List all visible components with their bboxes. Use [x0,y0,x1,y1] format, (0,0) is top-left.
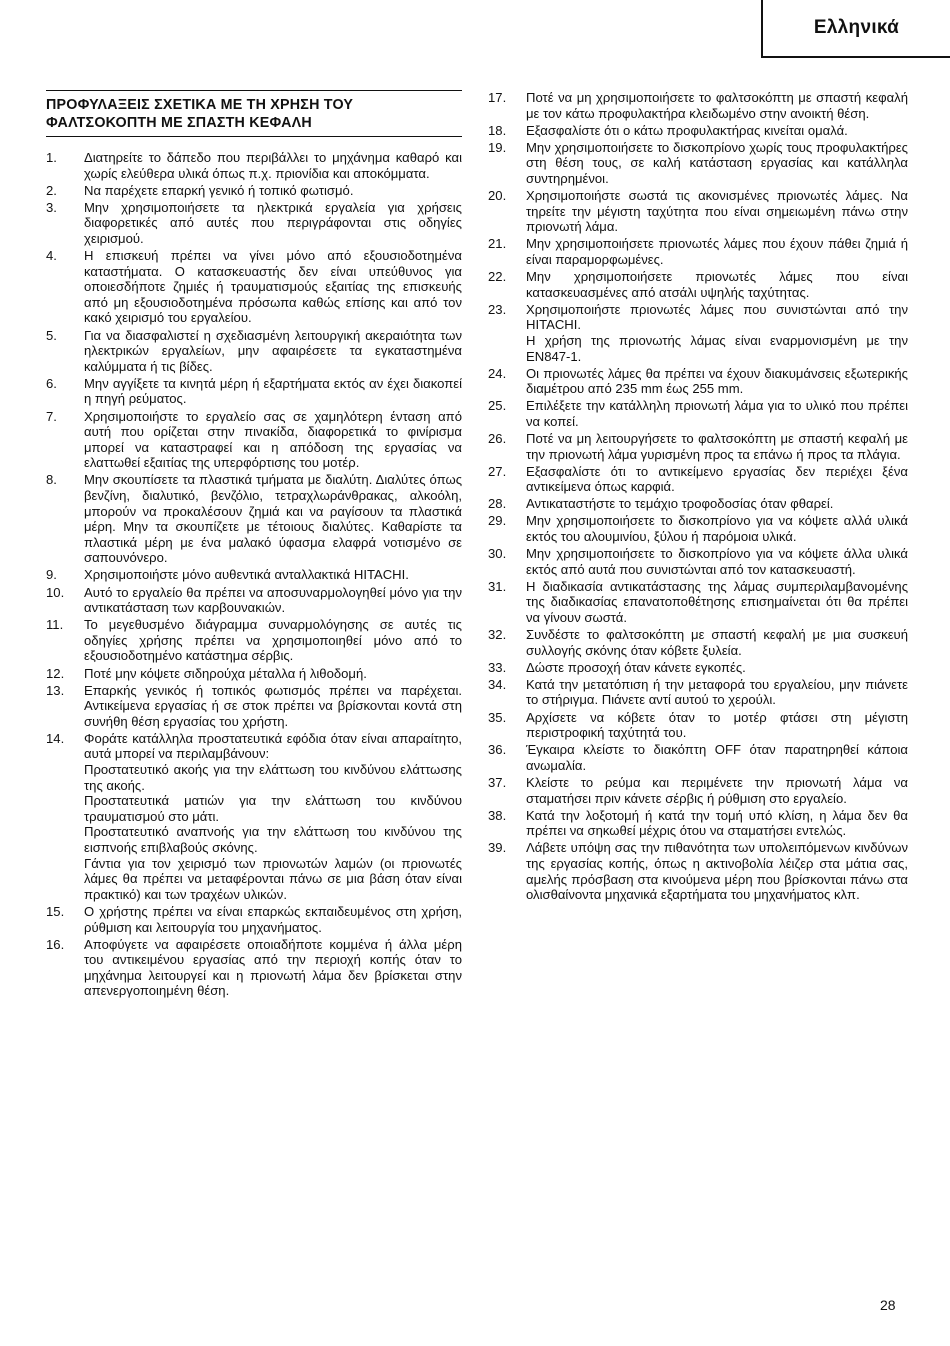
list-item [46,683,462,730]
list-item [488,677,908,708]
list-item [46,617,462,664]
item-text: Επαρκής γενικός ή τοπικός φωτισμός πρέπει να παρέχεται. Αντικείμενα εργασίας ή σε στοκ πρέπει να βρίσκονται κοντά στη συνήθη θέση εργασίας του χρήστη. [84,682,462,729]
item-number: 1. [46,150,57,165]
precautions-list-left [46,150,462,1000]
item-number: 21. [488,236,507,252]
item-text: Μην σκουπίσετε τα πλαστικά τμήματα με διαλύτη. Διαλύτες όπως βενζίνη, διαλυτικό, βενζόλιο, τετραχλωράνθρακας, αλκοόλη, μπορούν να προκαλέσουν ζημιά και να ραγίσουν τα πλαστικά μέρη. Μην τα σκουπίζετε με τέτοιους διαλύτες. Καθαρίστε τα πλαστικά μέρη με ένα μαλακό ύφασμα ελαφρά νοτισμένο σε σαπουνόνερο. [84,472,462,566]
item-number: 26. [488,430,507,446]
item-number: 17. [488,90,507,105]
item-text: Έγκαιρα κλείστε το διακόπτη OFF όταν παρατηρηθεί κάποια ανωμαλία. [526,742,908,773]
list-item [488,513,908,544]
item-number: 32. [488,627,507,643]
item-text: Μην χρησιμοποιήσετε τα ηλεκτρικά εργαλεία για χρήσεις διαφορετικές από αυτές που περιγράφονται στις οδηγίες χειρισμού. [84,199,462,246]
item-text: Χρησιμοποιήστε το εργαλείο σας σε χαμηλότερη ένταση από αυτή που ορίζεται στην πινακίδα, διαφορετικά το φινίρισμα μπορεί να καταστραφεί και η απόδοση της εργασίας να ελαττωθεί εξαιτίας της υπερφόρτισης του μοτέρ. [84,408,462,471]
item-number: 9. [46,567,57,583]
list-item [488,431,908,462]
item-text: Κλείστε το ρεύμα και περιμένετε την πριονωτή λάμα να σταματήσει πριν κάνετε σέρβις ή ρύθμιση στο εργαλείο. [526,774,908,806]
list-item [46,150,462,181]
item-text: Χρησιμοποιήστε σωστά τις ακονισμένες πριονωτές λάμες. Να τηρείτε την μέγιστη ταχύτητα που είναι σημειωμένη πάνω στην πριονωτή λάμα. [526,188,908,235]
item-text: Ο χρήστης πρέπει να είναι επαρκώς εκπαιδευμένος στη χρήση, ρύθμιση και λειτουργία του μηχανήματος. [84,903,462,935]
list-item [46,376,462,407]
item-number: 27. [488,463,507,479]
item-text: Ποτέ να μη χρησιμοποιήσετε το φαλτσοκόπτη με σπαστή κεφαλή με τον κάτω προφυλακτήρα κλειδωμένο στην ανοικτή θέση. [526,90,908,121]
item-text: Μην χρησιμοποιήσετε το δισκοπρίονο χωρίς τους προφυλακτήρες στη θέση τους, σε καλή κατάσταση εργασίας και κατάλληλα συντηρημένοι. [526,139,908,186]
list-item [46,248,462,326]
list-item [488,579,908,626]
item-text: Φοράτε κατάλληλα προστατευτικά εφόδια όταν είναι απαραίτητο, αυτά μπορεί να περιλαμβάνουν: Προστατευτικό ακοής για την ελάττωση του κινδύνου ελάττωσης της ακοής. Προστατευτικά ματιών για την ελάττωση του κινδύνου τραυματισμού στο μάτι. Προστατευτικό αναπνοής για την ελάττωση του κινδύνου της εισπνοής επιβλαβούς σκόνης. Γάντια για τον χειρισμό των πριονωτών λαμών (οι πριονωτές λάμες θα πρέπει να μεταφέρονται πάνω σε μια βάση όταν είναι πρακτικό) και των τραχέων υλικών. [84,730,462,902]
item-text: Μην χρησιμοποιήσετε πριονωτές λάμες που έχουν πάθει ζημιά ή είναι παραμορφωμένες. [526,236,908,267]
list-item [488,742,908,773]
language-label: Ελληνικά [813,17,900,38]
list-item [46,472,462,566]
list-item [488,302,908,364]
item-number: 3. [46,199,57,215]
item-number: 7. [46,408,57,424]
item-number: 38. [488,807,507,823]
item-text: Κατά την μετατόπιση ή την μεταφορά του εργαλείου, μην πιάνετε το στήριγμα. Πιάνετε αντί αυτού το χερούλι. [526,676,908,708]
list-item [46,731,462,903]
item-number: 25. [488,398,507,414]
item-text: Λάβετε υπόψη σας την πιθανότητα των υπολειπόμενων κινδύνων της εργασίας κοπής, όπως η ακτινοβολία λέιζερ στα μάτια σας, αμελής πρόσβαση στα κινούμενα μέρη που βρίσκονται πάνω στα ολισθαίνοντα μηχανικά εξαρτήματα του μηχανήματος κλπ. [526,840,908,903]
list-item [488,90,908,121]
item-text: Αντικαταστήστε το τεμάχιο τροφοδοσίας όταν φθαρεί. [526,496,834,512]
item-number: 35. [488,709,507,725]
item-text: Η διαδικασία αντικατάστασης της λάμας συμπεριλαμβανομένης της διαδικασίας επανατοποθέτησης επισημαίνεται ότι θα πρέπει να γίνουν σωστά. [526,578,908,625]
item-number: 13. [46,682,65,698]
item-number: 33. [488,659,507,675]
item-text: Μην αγγίξετε τα κινητά μέρη ή εξαρτήματα εκτός αν έχει διακοπεί η πηγή ρεύματος. [84,375,462,407]
list-item [488,710,908,741]
list-item [46,567,462,583]
item-number: 10. [46,584,65,600]
item-text: Χρησιμοποιήστε μόνο αυθεντικά ανταλλακτικά HITACHI. [84,567,409,583]
list-item [46,328,462,375]
item-number: 24. [488,365,507,381]
language-tab [761,0,950,58]
list-item [46,585,462,616]
item-text: Επιλέξετε την κατάλληλη πριονωτή λάμα για το υλικό που πρέπει να κοπεί. [526,398,908,429]
list-item [488,496,908,512]
item-text: Εξασφαλίστε ότι το αντικείμενο εργασίας δεν περιέχει ξένα αντικείμενα όπως καρφιά. [526,463,908,495]
item-number: 36. [488,742,507,758]
item-number: 28. [488,496,507,512]
item-number: 37. [488,774,507,790]
item-number: 39. [488,840,507,856]
list-item [488,123,908,139]
list-item [46,183,462,199]
item-number: 8. [46,472,57,488]
item-text: Μην χρησιμοποιήσετε το δισκοπρίονο για να κόψετε άλλα υλικά εκτός από αυτά που συνιστώνται από τον κατασκευαστή. [526,546,908,577]
page-number: 28 [880,1297,896,1313]
list-item [488,840,908,902]
list-item [488,188,908,235]
list-item [488,627,908,658]
item-number: 29. [488,513,507,529]
precautions-list-right [488,90,908,904]
item-text: Αυτό το εργαλείο θα πρέπει να αποσυναρμολογηθεί μόνο για την αντικατάσταση των καρβουνακιών. [84,584,462,616]
list-item [488,140,908,187]
item-text: Η επισκευή πρέπει να γίνει μόνο από εξουσιοδοτημένα καταστήματα. Ο κατασκευαστής δεν είναι υπεύθυνος για οποιεσδήποτε ζημιές ή τραυματισμούς εξαιτίας της επισκευής από μη εξουσιοδοτημένα πρόσωπα καθώς επίσης και από τον κακό χειρισμό του εργαλείου. [84,248,462,326]
item-text: Για να διασφαλιστεί η σχεδιασμένη λειτουργική ακεραιότητα των ηλεκτρικών εργαλείων, μην αφαιρέσετε τα εγκαταστημένα καλύμματα ή τις βίδες. [84,327,462,374]
item-text: Μην χρησιμοποιήσετε το δισκοπρίονο για να κόψετε αλλά υλικά εκτός του αλουμινίου, ξύλου ή παρόμοια υλικά. [526,513,908,545]
item-text: Χρησιμοποιήστε πριονωτές λάμες που συνιστώνται από την HITACHI. Η χρήση της πριονωτής λάμας είναι εναρμονισμένη με την EN847-1. [526,301,908,364]
item-number: 15. [46,903,65,919]
list-item [488,464,908,495]
item-text: Κατά την λοξοτομή ή κατά την τομή υπό κλίση, η λάμα δεν θα πρέπει να σηκωθεί μέχρις ότου να σταματήσει εντελώς. [526,807,908,839]
item-number: 23. [488,301,507,317]
item-number: 12. [46,665,65,681]
item-text: Διατηρείτε το δάπεδο που περιβάλλει το μηχάνημα καθαρό και χωρίς ελεύθερα υλικά όπως π.χ. πριονίδια και αποκόμματα. [84,150,462,181]
item-text: Οι πριονωτές λάμες θα πρέπει να έχουν διακυμάνσεις εξωτερικής διαμέτρου από 235 mm έως 255 mm. [526,365,908,397]
section-heading: ΠΡΟΦΥΛΑΞΕΙΣ ΣΧΕΤΙΚΑ ΜΕ ΤΗ ΧΡΗΣΗ ΤΟΥ ΦΑΛΤΣΟΚΟΠΤΗ ΜΕ ΣΠΑΣΤΗ ΚΕΦΑΛΗ [46,90,462,137]
item-number: 16. [46,936,65,952]
item-text: Αρχίσετε να κόβετε όταν το μοτέρ φτάσει στη μέγιστη περιστροφική ταχύτητά του. [526,709,908,741]
list-item [488,775,908,806]
item-text: Να παρέχετε επαρκή γενικό ή τοπικό φωτισμό. [84,182,354,198]
list-item [488,366,908,397]
item-text: Αποφύγετε να αφαιρέσετε οποιαδήποτε κομμένα ή άλλα μέρη του αντικειμένου εργασίας από την περιοχή κοπής όταν το μηχάνημα λειτουργεί και η πριονωτή λάμα δεν βρίσκεται στην απενεργοποιημένη θέση. [84,936,462,999]
list-item [488,808,908,839]
item-text: Συνδέστε το φαλτσοκόπτη με σπαστή κεφαλή με μια συσκευή συλλογής σκόνης όταν κόβετε ξυλεία. [526,627,908,658]
item-number: 31. [488,578,507,594]
item-text: Ποτέ να μη λειτουργήσετε το φαλτσοκόπτη με σπαστή κεφαλή με την πριονωτή λάμα γυρισμένη προς τα επάνω ή προς τα πλάγια. [526,430,908,462]
item-text: Εξασφαλίστε ότι ο κάτω προφυλακτήρας κινείται ομαλά. [526,122,848,138]
item-number: 14. [46,730,65,746]
item-number: 2. [46,182,57,198]
item-text: Ποτέ μην κόψετε σιδηρούχα μέταλλα ή λιθοδομή. [84,665,367,681]
list-item [46,409,462,471]
item-text: Μην χρησιμοποιήσετε πριονωτές λάμες που είναι κατασκευασμένες από ατσάλι υψηλής ταχύτητας. [526,269,908,300]
item-number: 18. [488,122,507,138]
item-text: Το μεγεθυσμένο διάγραμμα συναρμολόγησης σε αυτές τις οδηγίες χρήσης πρέπει να χρησιμοποιηθεί μόνο από το εξουσιοδοτημένο κατάστημα σέρβις. [84,617,462,664]
item-number: 30. [488,546,507,562]
item-number: 20. [488,188,507,204]
item-number: 19. [488,139,507,155]
list-item [46,666,462,682]
list-item [46,937,462,999]
list-item [488,546,908,577]
item-number: 4. [46,248,57,264]
list-item [488,660,908,676]
item-number: 6. [46,375,57,391]
item-text: Δώστε προσοχή όταν κάνετε εγκοπές. [526,659,746,675]
list-item [488,236,908,267]
list-item [46,904,462,935]
item-number: 11. [46,617,64,633]
item-number: 5. [46,327,57,343]
list-item [488,398,908,429]
item-number: 22. [488,269,507,285]
list-item [46,200,462,247]
list-item [488,269,908,300]
item-number: 34. [488,676,507,692]
